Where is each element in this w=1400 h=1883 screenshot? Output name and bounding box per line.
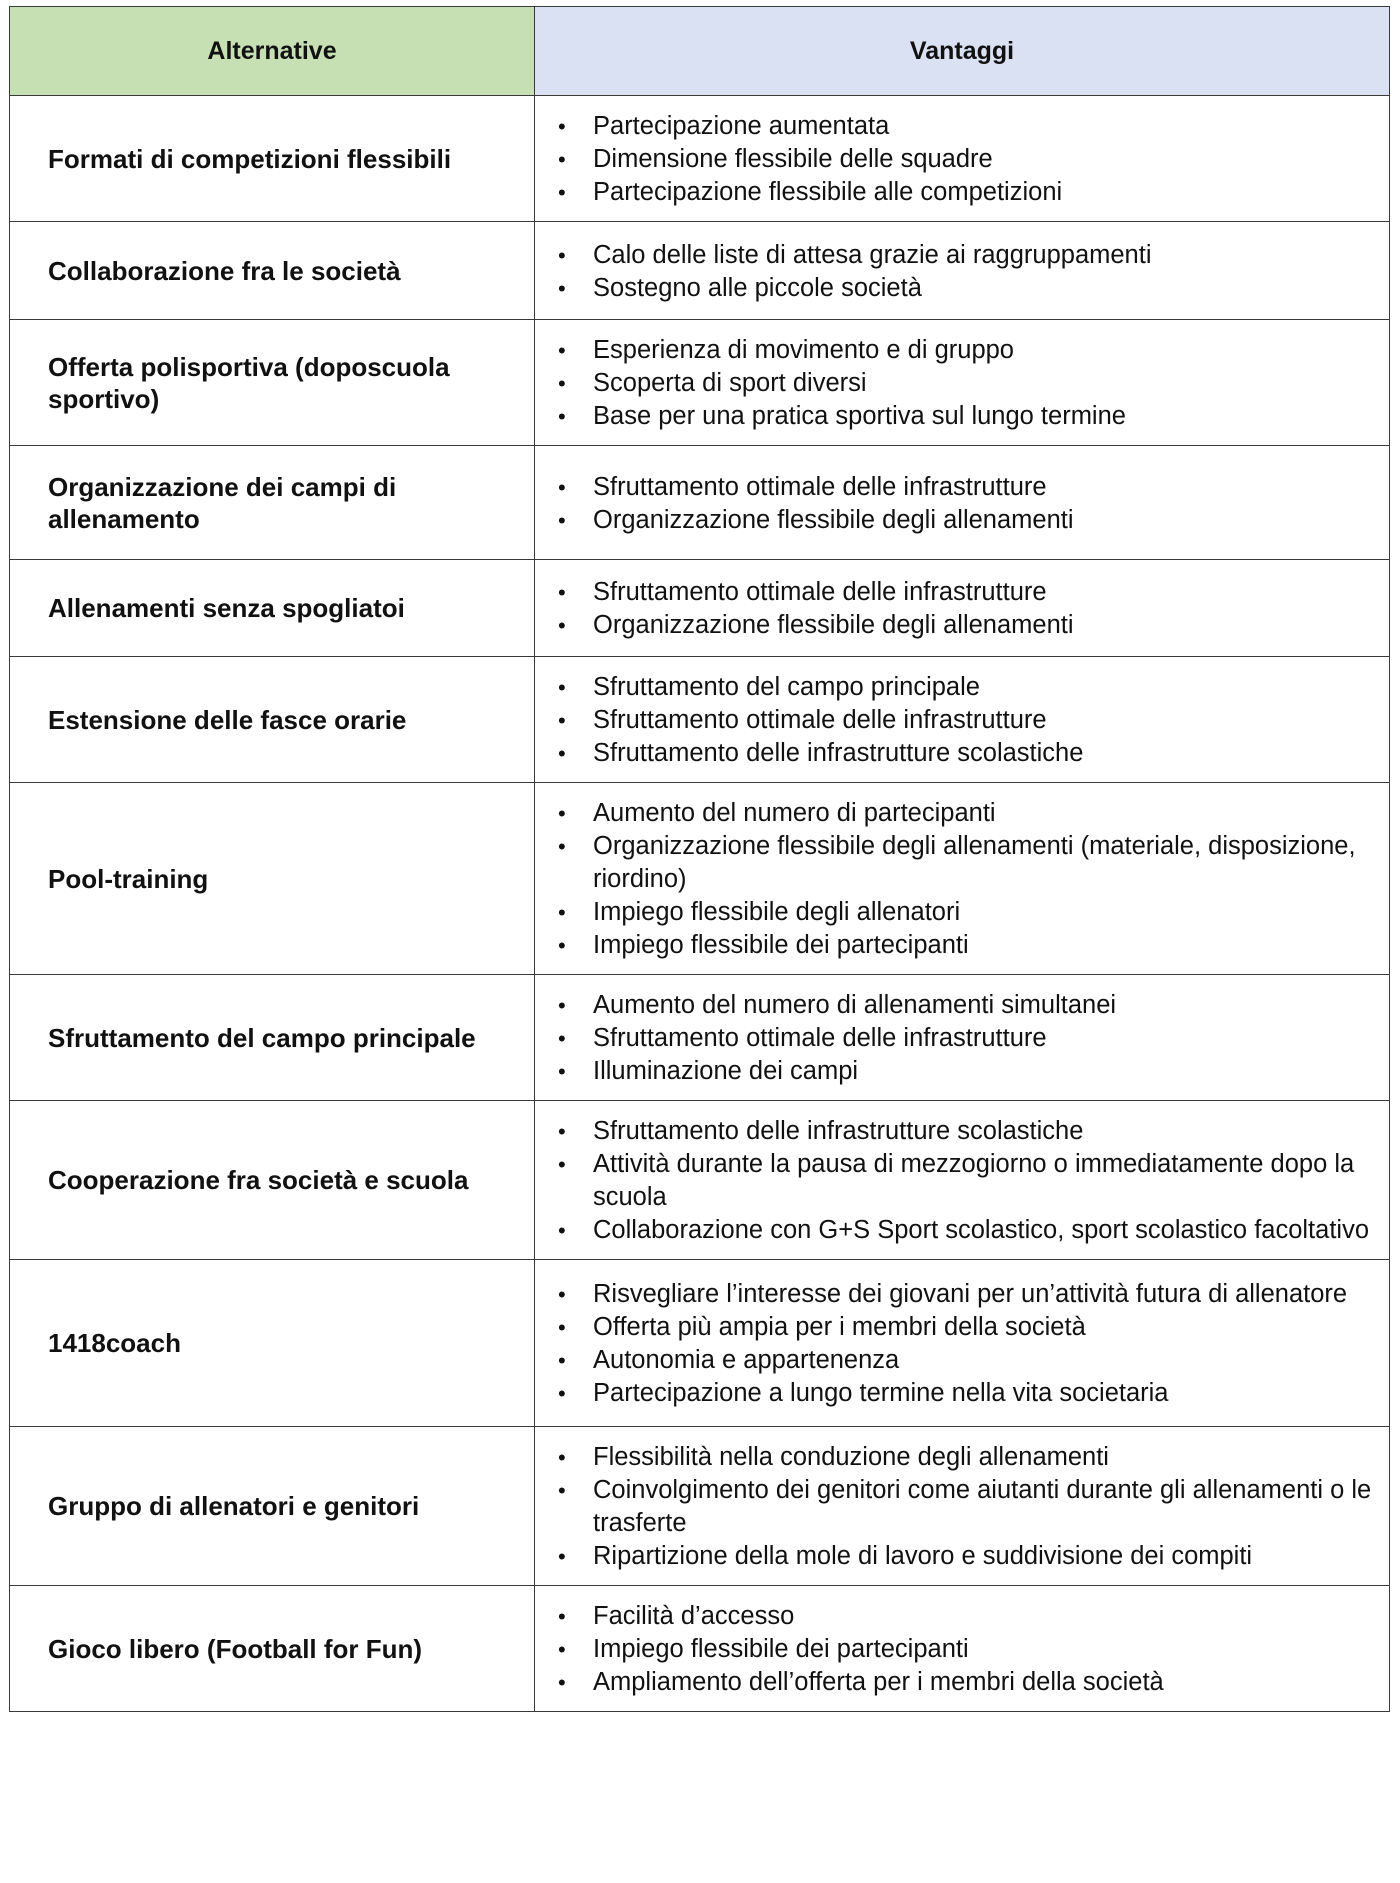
advantages-list — [535, 110, 1381, 209]
list-item — [535, 1214, 1381, 1247]
bullet-icon: • — [558, 613, 566, 638]
table-row — [10, 783, 1390, 975]
alternative-cell: Estensione delle fasce orarie — [10, 657, 535, 783]
alternative-cell: 1418coach — [10, 1260, 535, 1427]
bullet-icon: • — [558, 114, 566, 139]
bullet-icon: • — [558, 834, 566, 859]
list-item — [535, 1055, 1381, 1088]
advantages-list — [535, 471, 1381, 537]
list-item — [535, 1148, 1381, 1214]
bullet-icon: • — [558, 1604, 566, 1629]
advantages-list — [535, 239, 1381, 305]
list-item — [535, 334, 1381, 367]
bullet-icon: • — [558, 338, 566, 363]
advantage-text: Collaborazione con G+S Sport scolastico, sport scolastico facoltativo — [593, 1216, 1370, 1244]
list-item — [535, 1377, 1381, 1410]
list-item — [535, 110, 1381, 143]
bullet-icon: • — [558, 242, 566, 268]
alternative-cell: Gruppo di allenatori e genitori — [10, 1427, 535, 1586]
advantage-text: Autonomia e appartenenza — [593, 1346, 900, 1374]
table-header — [10, 7, 1390, 96]
bullet-icon: • — [558, 1381, 566, 1406]
header-row — [10, 7, 1390, 96]
list-item — [535, 671, 1381, 704]
list-item — [535, 797, 1381, 830]
bullet-icon: • — [558, 180, 566, 205]
bullet-icon: • — [558, 1059, 566, 1084]
advantages-cell — [535, 560, 1390, 657]
advantage-text: Sfruttamento ottimale delle infrastrutture — [593, 578, 1047, 606]
table-body — [10, 96, 1390, 1712]
advantage-text: Scoperta di sport diversi — [593, 369, 867, 397]
advantages-list — [535, 1600, 1381, 1699]
list-item — [535, 176, 1381, 209]
bullet-icon: • — [558, 801, 566, 826]
list-item — [535, 1115, 1381, 1148]
bullet-icon: • — [558, 933, 566, 958]
list-item — [535, 1022, 1381, 1055]
advantage-text: Sfruttamento ottimale delle infrastrutture — [593, 1024, 1047, 1052]
list-item — [535, 272, 1381, 305]
advantage-text: Facilità d’accesso — [593, 1602, 795, 1630]
bullet-icon: • — [558, 741, 566, 766]
advantages-list — [535, 1115, 1381, 1247]
alternative-cell: Pool-training — [10, 783, 535, 975]
advantage-text: Organizzazione flessibile degli allenamenti — [593, 611, 1074, 639]
advantage-text: Sfruttamento ottimale delle infrastrutture — [593, 472, 1047, 501]
advantages-cell — [535, 222, 1390, 320]
list-item — [535, 704, 1381, 737]
table-row — [10, 1101, 1390, 1260]
list-item — [535, 239, 1381, 272]
advantages-list — [535, 989, 1381, 1088]
table-row — [10, 96, 1390, 222]
alternative-cell: Gioco libero (Football for Fun) — [10, 1586, 535, 1712]
advantage-text: Risvegliare l’interesse dei giovani per un’attività futura di allenatore — [593, 1280, 1348, 1308]
advantages-cell — [535, 1260, 1390, 1427]
bullet-icon: • — [558, 1544, 566, 1569]
list-item — [535, 1633, 1381, 1666]
list-item — [535, 896, 1381, 929]
advantage-text: Sfruttamento delle infrastrutture scolastiche — [593, 1117, 1084, 1145]
advantage-text: Sfruttamento ottimale delle infrastrutture — [593, 706, 1047, 734]
advantage-text: Impiego flessibile dei partecipanti — [593, 931, 969, 959]
advantages-cell — [535, 446, 1390, 560]
list-item — [535, 609, 1381, 642]
bullet-icon: • — [558, 275, 566, 301]
advantage-text: Partecipazione a lungo termine nella vita societaria — [593, 1379, 1169, 1407]
bullet-icon: • — [558, 147, 566, 172]
advantages-list — [535, 671, 1381, 770]
advantage-text: Attività durante la pausa di mezzogiorno o immediatamente dopo la scuola — [593, 1150, 1355, 1211]
advantage-text: Organizzazione flessibile degli allenamenti (materiale, disposizione, riordino) — [593, 832, 1356, 893]
list-item — [535, 471, 1381, 504]
list-item — [535, 1666, 1381, 1699]
advantage-text: Organizzazione flessibile degli allenamenti — [593, 505, 1074, 534]
advantages-list — [535, 576, 1381, 642]
bullet-icon: • — [558, 1119, 566, 1144]
table-row — [10, 1427, 1390, 1586]
bullet-icon: • — [558, 1026, 566, 1051]
alternative-cell: Organizzazione dei campi di allenamento — [10, 446, 535, 560]
advantages-cell — [535, 1427, 1390, 1586]
list-item — [535, 504, 1381, 537]
advantage-text: Coinvolgimento dei genitori come aiutanti durante gli allenamenti o le trasferte — [593, 1476, 1372, 1537]
advantages-cell — [535, 1586, 1390, 1712]
alternative-cell: Sfruttamento del campo principale — [10, 975, 535, 1101]
advantage-text: Base per una pratica sportiva sul lungo termine — [593, 402, 1126, 430]
bullet-icon: • — [558, 507, 566, 533]
list-item — [535, 830, 1381, 896]
advantage-text: Aumento del numero di allenamenti simultanei — [593, 991, 1117, 1019]
list-item — [535, 576, 1381, 609]
advantages-list — [535, 334, 1381, 433]
list-item — [535, 1278, 1381, 1311]
list-item — [535, 143, 1381, 176]
list-item — [535, 1600, 1381, 1633]
table-row — [10, 1260, 1390, 1427]
table-row — [10, 560, 1390, 657]
advantages-cell — [535, 96, 1390, 222]
advantage-text: Impiego flessibile dei partecipanti — [593, 1635, 969, 1663]
bullet-icon: • — [558, 900, 566, 925]
advantage-text: Impiego flessibile degli allenatori — [593, 898, 961, 926]
advantage-text: Sfruttamento delle infrastrutture scolastiche — [593, 739, 1084, 767]
bullet-icon: • — [558, 474, 566, 500]
advantage-text: Calo delle liste di attesa grazie ai raggruppamenti — [593, 240, 1152, 269]
bullet-icon: • — [558, 708, 566, 733]
table-row — [10, 975, 1390, 1101]
list-item — [535, 929, 1381, 962]
advantage-text: Partecipazione flessibile alle competizioni — [593, 178, 1063, 206]
list-item — [535, 1311, 1381, 1344]
bullet-icon: • — [558, 404, 566, 429]
advantages-cell — [535, 783, 1390, 975]
list-item — [535, 737, 1381, 770]
alternative-cell: Collaborazione fra le società — [10, 222, 535, 320]
bullet-icon: • — [558, 1445, 566, 1470]
table-row — [10, 222, 1390, 320]
bullet-icon: • — [558, 371, 566, 396]
list-item — [535, 1441, 1381, 1474]
bullet-icon: • — [558, 1348, 566, 1373]
advantage-text: Ampliamento dell’offerta per i membri della società — [593, 1668, 1164, 1696]
list-item — [535, 989, 1381, 1022]
alternative-cell: Offerta polisportiva (doposcuola sportivo) — [10, 320, 535, 446]
advantages-list — [535, 1278, 1381, 1410]
advantage-text: Partecipazione aumentata — [593, 112, 890, 140]
advantage-text: Ripartizione della mole di lavoro e suddivisione dei compiti — [593, 1542, 1253, 1570]
advantage-text: Esperienza di movimento e di gruppo — [593, 336, 1014, 364]
bullet-icon: • — [558, 1218, 566, 1243]
advantage-text: Aumento del numero di partecipanti — [593, 799, 996, 827]
advantage-text: Flessibilità nella conduzione degli allenamenti — [593, 1443, 1109, 1471]
advantages-cell — [535, 975, 1390, 1101]
bullet-icon: • — [558, 1315, 566, 1340]
advantages-cell — [535, 1101, 1390, 1260]
advantages-cell — [535, 657, 1390, 783]
bullet-icon: • — [558, 993, 566, 1018]
advantage-text: Sfruttamento del campo principale — [593, 673, 980, 701]
bullet-icon: • — [558, 1670, 566, 1695]
advantages-list — [535, 1441, 1381, 1573]
table-row — [10, 657, 1390, 783]
list-item — [535, 1540, 1381, 1573]
advantage-text: Dimensione flessibile delle squadre — [593, 145, 993, 173]
alternatives-table — [9, 6, 1390, 1712]
table-row — [10, 446, 1390, 560]
bullet-icon: • — [558, 675, 566, 700]
alternative-cell: Allenamenti senza spogliatoi — [10, 560, 535, 657]
bullet-icon: • — [558, 1637, 566, 1662]
advantages-cell — [535, 320, 1390, 446]
table-row — [10, 1586, 1390, 1712]
header-alternative: Alternative — [10, 7, 535, 96]
alternative-cell: Cooperazione fra società e scuola — [10, 1101, 535, 1260]
list-item — [535, 1474, 1381, 1540]
list-item — [535, 367, 1381, 400]
list-item — [535, 1344, 1381, 1377]
advantages-list — [535, 797, 1381, 962]
header-advantages: Vantaggi — [535, 7, 1390, 96]
bullet-icon: • — [558, 580, 566, 605]
advantage-text: Offerta più ampia per i membri della società — [593, 1313, 1086, 1341]
bullet-icon: • — [558, 1478, 566, 1503]
table-row — [10, 320, 1390, 446]
list-item — [535, 400, 1381, 433]
alternative-cell: Formati di competizioni flessibili — [10, 96, 535, 222]
bullet-icon: • — [558, 1282, 566, 1307]
advantage-text: Illuminazione dei campi — [593, 1057, 859, 1085]
advantage-text: Sostegno alle piccole società — [593, 273, 922, 302]
bullet-icon: • — [558, 1152, 566, 1177]
